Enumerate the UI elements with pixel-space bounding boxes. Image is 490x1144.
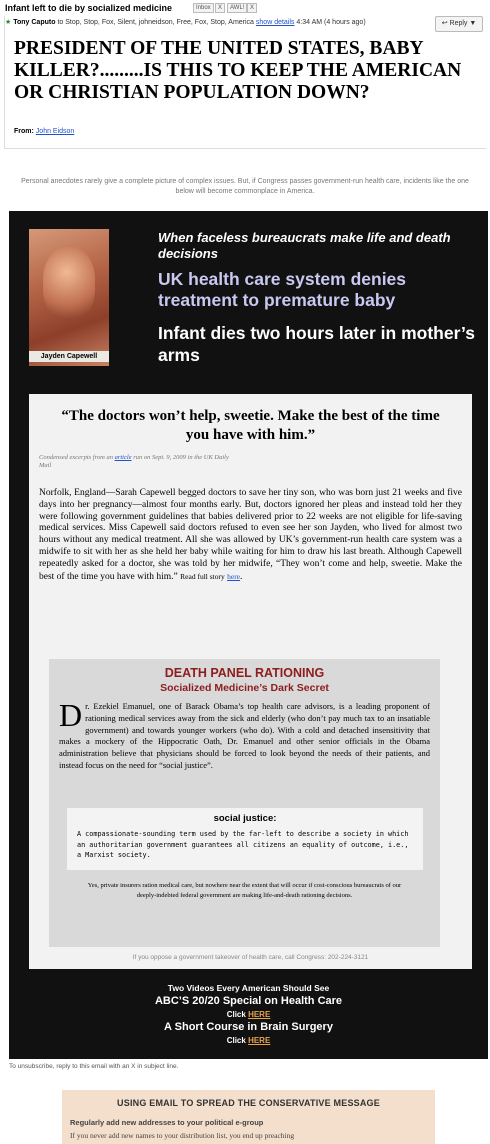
article-link[interactable]: article <box>114 454 132 461</box>
read-full-story-link[interactable]: here <box>227 571 241 581</box>
newsletter <box>9 211 488 1059</box>
label-awl[interactable]: AWL! <box>227 3 247 13</box>
promo-body: If you never add new names to your distribution list, you end up preaching <box>70 1131 295 1140</box>
read-full-story: Read full story <box>180 571 225 581</box>
recipients: to Stop, Stop, Fox, Silent, johneidson, Free, Fox, Stop, America <box>57 19 254 26</box>
promo-subtitle: Regularly add new addresses to your political e-group <box>70 1118 264 1127</box>
star-icon[interactable]: ★ <box>5 19 12 26</box>
photo-caption: Jayden Capewell <box>29 351 109 362</box>
video2-click-label: Click <box>226 1036 246 1045</box>
baby-figure <box>43 247 95 319</box>
header-divider <box>4 148 486 149</box>
label-awl-remove[interactable]: X <box>247 3 257 13</box>
source-prefix: Condensed excerpts from an <box>39 454 113 461</box>
article-body-text: Norfolk, England—Sarah Capewell begged doctors to save her tiny son, who was born just 21 weeks and five days into her pregnancy—almost four months early. But, doctors ignored her pleas and instead told her they were following government guidelines that babies delivered prior to 22 weeks are not eligible for life-saving medical services. Miss Capewell said doctors refused to even see her son Jayden, who lived for almost two hours without any medical treatment. All she was allowed by UK’s government-run health care system was a midwife to sit with her as she held her baby while waiting for him to draw his last breath. Although Capewell repeatedly asked for a doctor, she was told by her midwife, “They won’t come and help, sweetie. Make the best of the time you have with him.” <box>39 488 462 582</box>
baby-photo <box>29 229 109 366</box>
video1-click <box>9 1009 488 1020</box>
article-quote: “The doctors won’t help, sweetie. Make the best of the time you have with him.” <box>61 408 440 443</box>
hero-tagline: When faceless bureaucrats make life and death decisions <box>158 230 451 261</box>
promo-box <box>62 1090 435 1144</box>
email-subject-bar <box>0 0 490 16</box>
panel-subtitle: Socialized Medicine’s Dark Secret <box>160 682 329 694</box>
from-line <box>14 128 74 135</box>
article-box <box>29 394 472 969</box>
source-suffix: run on Sept. 9, 2009 in the UK Daily Mail <box>39 454 229 469</box>
reply-dropdown-icon[interactable]: ▼ <box>469 20 477 27</box>
show-details-link[interactable]: show details <box>255 19 295 26</box>
email-time: 4:34 AM (4 hours ago) <box>296 19 366 26</box>
panel-dropcap: D <box>59 697 83 733</box>
sj-body: A compassionate-sounding term used by the far-left to describe a society in which an authoritarian government guarantees all citizens an equality of outcome, i.e., a Marxist society. <box>77 830 409 859</box>
panel-title: DEATH PANEL RATIONING <box>164 666 325 680</box>
reply-button[interactable] <box>435 16 483 32</box>
video2-title: A Short Course in Brain Surgery <box>164 1021 333 1033</box>
video2-click <box>9 1035 488 1046</box>
videos-heading: Two Videos Every American Should See <box>167 983 330 993</box>
email-meta <box>5 18 487 34</box>
email-headline: PRESIDENT OF THE UNITED STATES, BABY KILLER?.........IS THIS TO KEEP THE AMERICAN OR CHRISTIAN POPULATION DOWN? <box>14 38 462 103</box>
promo-title: USING EMAIL TO SPREAD THE CONSERVATIVE MESSAGE <box>117 1098 380 1108</box>
article-body <box>39 488 462 583</box>
video1-title: ABC’S 20/20 Special on Health Care <box>154 995 343 1007</box>
insurer-note: Yes, private insurers ration medical care, but nowhere near the extent that will occur if cost-conscious bureaucrats of our deeply-indebted federal government are making life-and-death rationing decisions. <box>87 882 402 899</box>
panel-body <box>59 697 430 772</box>
sender-name[interactable]: Tony Caputo <box>13 19 56 26</box>
from-name-link[interactable]: John Eidson <box>35 128 75 135</box>
message-left-border <box>4 16 5 148</box>
congress-note: If you oppose a government takeover of health care, call Congress: 202-224-3121 <box>132 954 369 961</box>
panel-body-text: r. Ezekiel Emanuel, one of Barack Obama’s top health care advisors, is a leading proponent of rationing medical services away from the sick and elderly (who don’t pay much tax to an insatiable government) and towards younger workers (who do). With a cold and detached insensitivity that makes a mockery of the Hippocratic Oath, Dr. Emanuel and other senior officials in the Obama administration believe that physicians should be forced to look beyond the needs of their patients, and instead focus on the need for “social justice”. <box>59 701 430 770</box>
death-panel-box <box>49 659 440 947</box>
hero-headline: UK health care system denies treatment to premature baby <box>158 269 407 310</box>
anecdote-note: Personal anecdotes rarely give a complete picture of complex issues. But, if Congress passes government-run health care, incidents like the one below will become commonplace in America. <box>21 178 469 195</box>
unsubscribe-note: To unsubscribe, reply to this email with an X in subject line. <box>9 1063 179 1070</box>
read-full-period: . <box>240 571 243 582</box>
sj-title: social justice: <box>213 813 277 824</box>
label-inbox[interactable]: Inbox <box>193 3 214 13</box>
reply-label: Reply <box>449 20 468 27</box>
reply-icon: ↩ <box>441 20 448 27</box>
label-inbox-remove[interactable]: X <box>215 3 225 13</box>
video2-here-link[interactable]: HERE <box>248 1036 271 1045</box>
article-source <box>39 454 239 470</box>
from-label: From: <box>14 128 34 135</box>
videos-section <box>9 982 488 1046</box>
video1-here-link[interactable]: HERE <box>248 1010 271 1019</box>
social-justice-definition <box>67 808 423 870</box>
video1-click-label: Click <box>226 1010 246 1019</box>
email-subject: Infant left to die by socialized medicine <box>5 3 173 13</box>
hero-subhead: Infant dies two hours later in mother’s arms <box>158 323 475 365</box>
